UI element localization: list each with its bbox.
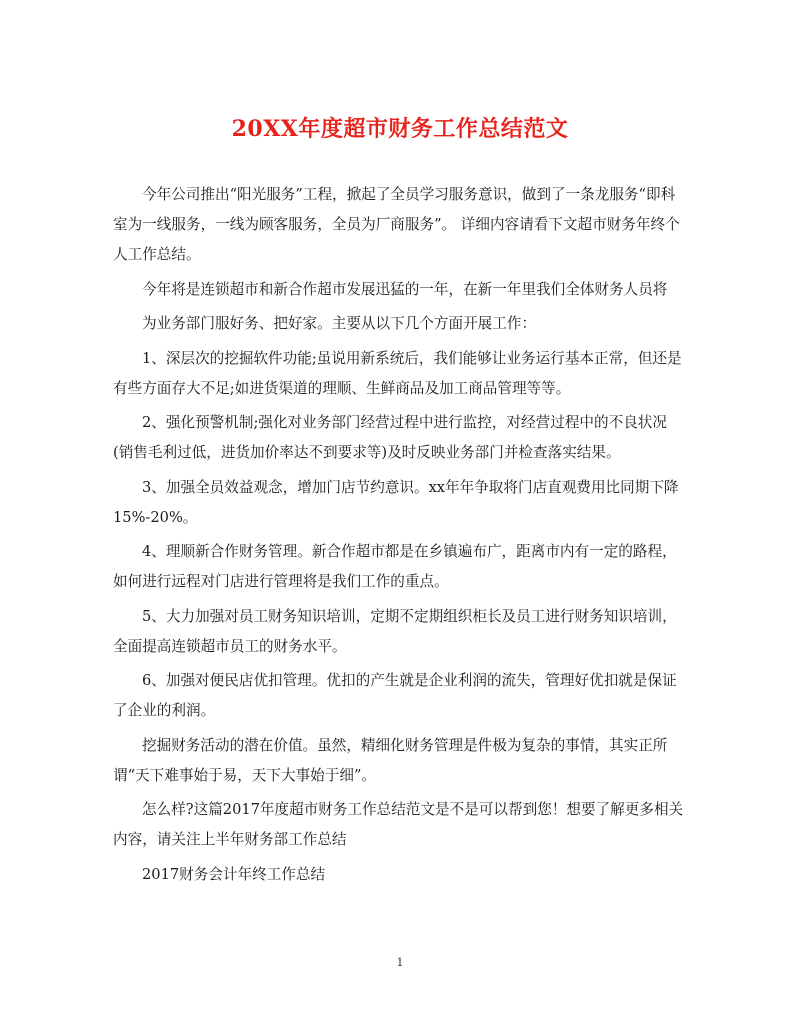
- paragraph-promo: 怎么样?这篇2017年度超市财务工作总结范文是不是可以帮到您！想要了解更多相关内容，请关注上半年财务部工作总结: [113, 801, 684, 848]
- paragraph-value: 挖掘财务活动的潜在价值。虽然，精细化财务管理是件极为复杂的事情，其实正所谓“天下难事始于易，天下大事始于细”。: [113, 736, 668, 784]
- paragraph-item-3: 3、加强全员效益观念，增加门店节约意识。xx年年争取将门店直观费用比同期下降15%-20%。: [113, 478, 679, 526]
- paragraph-item-5: 5、大力加强对员工财务知识培训，定期不定期组织柜长及员工进行财务知识培训，全面提高连锁超市员工的财务水平。: [113, 607, 677, 655]
- paragraph-related-link: 2017财务会计年终工作总结: [142, 865, 326, 883]
- paragraph-item-2: 2、强化预警机制;强化对业务部门经营过程中进行监控，对经营过程中的不良状况(销售毛利过低，进货加价率达不到要求等)及时反映业务部门并检查落实结果。: [113, 414, 667, 461]
- document-body: [113, 180, 685, 890]
- paragraph-item-6: 6、加强对便民店优扣管理。优扣的产生就是企业利润的流失，管理好优扣就是保证了企业的利润。: [113, 672, 677, 719]
- paragraph-plan-intro: 为业务部门服好务、把好家。主要从以下几个方面开展工作：: [142, 315, 537, 332]
- paragraph-outlook: 今年将是连锁超市和新合作超市发展迅猛的一年，在新一年里我们全体财务人员将: [142, 280, 668, 298]
- document-title: 20XX年度超市财务工作总结范文: [231, 116, 569, 142]
- page-number: 1: [396, 956, 404, 969]
- paragraph-item-4: 4、理顺新合作财务管理。新合作超市都是在乡镇遍布广，距离市内有一定的路程，如何进行远程对门店进行管理将是我们工作的重点。: [113, 543, 677, 590]
- paragraph-intro: 今年公司推出“阳光服务”工程，掀起了全员学习服务意识，做到了一条龙服务“即科室为一线服务，一线为顾客服务，全员为厂商服务”。 详细内容请看下文超市财务年终个人工作总结。: [113, 186, 680, 263]
- paragraph-item-1: 1、深层次的挖掘软件功能;虽说用新系统后，我们能够让业务运行基本正常，但还是有些方面存大不足;如进货渠道的理顺、生鲜商品及加工商品管理等等。: [113, 349, 682, 397]
